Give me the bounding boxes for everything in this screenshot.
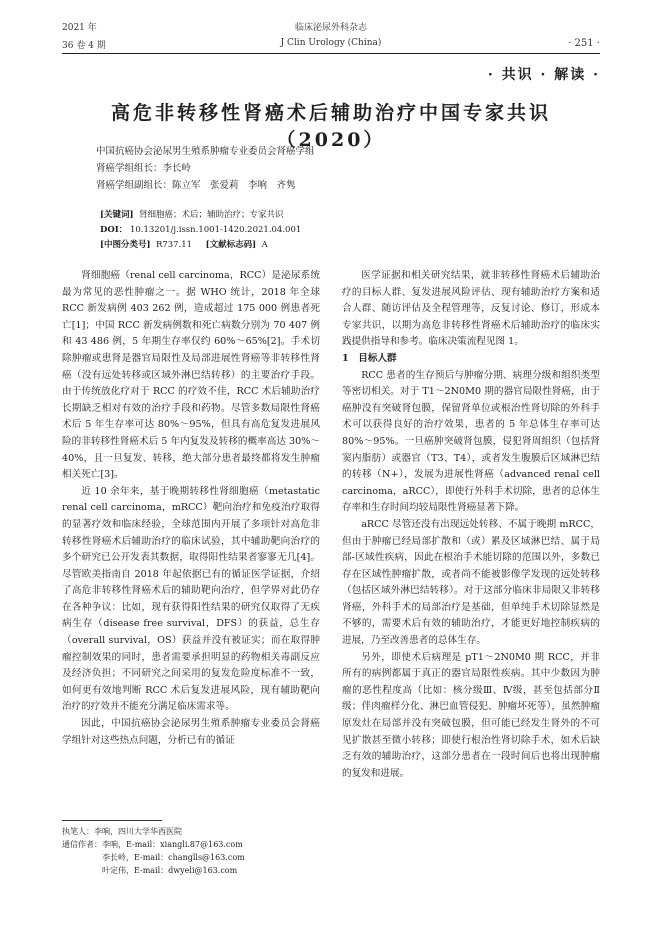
classification-line	[100, 238, 268, 252]
footnote-line: 执笔人：李响，四川大学华西医院	[62, 827, 182, 836]
section-tag: · 共识 · 解读 ·	[487, 67, 600, 83]
doi-label: DOI：	[100, 225, 128, 235]
doc-code-label: [文献标志码]	[205, 240, 257, 250]
footnote-line: 李长岭，E-mail：changlls@163.com	[62, 853, 245, 862]
footnote-rule	[62, 820, 162, 821]
header-year: 2021 年	[62, 23, 97, 33]
doi-value: 10.13201/j.issn.1001-1420.2021.04.001	[129, 225, 302, 235]
paragraph: RCC 患者的生存预后与肿瘤分期、病理分级和组织类型等密切相关。对于 T1～2N0M0 期的器官局限性肾癌，由于癌肿没有突破肾包膜，保留肾单位或根治性肾切除的外科手术可以获得良好的治疗效果，患者的 5 年总体生存率可达 80%～95%。一旦癌肿突破肾包膜，侵犯肾周组织（包括肾窦内脂肪）或器官（T3、T4），或者发生腹膜后区域淋巴结的转移（N+），发展为进展性肾癌（advanced renal cell carcinoma，aRCC），即使行外科手术切除，患者的总体生存率和生存时间均较局限性肾癌显著下降。	[342, 369, 600, 514]
page-title: 高危非转移性肾癌术后辅助治疗中国专家共识（2020）	[110, 102, 551, 151]
header-journal-cn: 临床泌尿外科杂志	[294, 23, 367, 33]
paragraph: 肾细胞癌（renal cell carcinoma，RCC）是泌尿系统最为常见的恶性肿瘤之一。据 WHO 统计，2018 年全球 RCC 新发病例 403 262 例，造成超过 175 000 例患者死亡[1]；中国 RCC 新发病例数和死亡病数分别为 70 407 例和 43 486 例，5 年期生存率仅约 60%～65%[2]。手术切除肿瘤或患肾是器官局限性及局部进展性肾癌等非转移性肾癌（没有远处转移或区域外淋巴结转移）的主要治疗手段。由于传统放化疗对于 RCC 的疗效不佳，RCC 术后辅助治疗长期缺乏相对有效的治疗手段和药物。尽管多数局限性肾癌术后 5 年生存率可达 80%～95%，但具有高危复发进展风险的非转移性肾癌术后 5 年内复发及转移的概率高达 30%～40%，且一旦复发、转移，绝大部分患者最终都将发生肿瘤相关死亡[3]。	[62, 270, 320, 481]
paragraph: 另外，即使术后病理是 pT1～2N0M0 期 RCC，并非所有的病例都属于真正的器官局限性疾病。其中少数因为肿瘤的恶性程度高（比如：核分级Ⅲ、Ⅳ级，甚至包括部分Ⅱ级；伴肉瘤样分化、淋巴血管侵犯、肿瘤坏死等），虽然肿瘤原发灶在局部并没有突破包膜，但可能已经发生肾外的不可见扩散甚至微小转移；即使行根治性肾切除手术，如术后缺乏有效的辅助治疗，这部分患者在一段时间后也将出现肿瘤的复发和进展。	[342, 651, 600, 779]
header-rule	[62, 53, 600, 54]
footnote-line: 叶定伟，E-mail：dwyeli@163.com	[62, 866, 238, 875]
paragraph: 近 10 余年来，基于晚期转移性肾细胞癌（metastatic renal cell carcinoma，mRCC）靶向治疗和免疫治疗取得的显著疗效和临床经验，全球范围内开展了多项针对高危非转移性肾癌术后辅助治疗的临床试验，其中辅助靶向治疗的多个研究已公开发表其数据，取得阳性结果者寥寥无几[4]。尽管欧美指南自 2018 年起依据已有的循证医学证据，介绍了高危非转移性肾癌术后的辅助靶向治疗，但学界对此仍存在各种争议：比如，现有获得阳性结果的研究仅取得了无疾病生存（disease free survival，DFS）的获益，总生存（overall survival，OS）获益并没有被证实；而在取得肿瘤控制效果的同时，患者需要承担明显的药物相关毒副反应及经济负担；不同研究之间采用的复发危险度标准不一致，如何更有效地判断 RCC 术后复发进展风险，现有辅助靶向治疗的疗效并不能充分满足临床需求等。	[62, 485, 320, 713]
left-column	[62, 268, 320, 749]
authors-vice: 肾癌学组副组长：陈立军 张爱莉 李响 齐隽	[96, 180, 296, 191]
footnotes	[62, 825, 245, 877]
paragraph: 因此，中国抗癌协会泌尿男生殖系肿瘤专业委员会肾癌学组针对这些热点问题，分析已有的循证	[62, 718, 320, 746]
header-journal-en: J Clin Urology (China)	[280, 38, 382, 48]
paragraph: aRCC 尽管还没有出现远处转移、不属于晚期 mRCC，但由于肿瘤已经局部扩散和（或）累及区域淋巴结、属于局部-区域性疾病，因此在根治手术能切除的范围以外，多数已存在区域性肿瘤扩散，或者尚不能被影像学发现的远处转移（包括区域外淋巴结转移）。对于这部分临床非局限又非转移肾癌，外科手术的局部治疗是基础，但单纯手术切除显然是不够的，需要术后有效的辅助治疗，才能更好地控制疾病的进展，乃至改善患者的总体生存。	[342, 518, 600, 647]
doi-line	[100, 223, 301, 237]
classification-label: [中图分类号]	[100, 240, 151, 250]
section-heading: 1 目标人群	[342, 352, 397, 364]
authors-org: 中国抗癌协会泌尿男生殖系肿瘤专业委员会肾癌学组	[96, 146, 315, 157]
doc-code-value: A	[261, 240, 268, 250]
keywords-line	[100, 208, 283, 222]
footnote-line: 通信作者：李响，E-mail：xiangli.87@163.com	[62, 840, 243, 849]
header-page-number: · 251 ·	[568, 38, 600, 49]
right-column	[342, 268, 600, 782]
keywords-label: [关键词]	[100, 210, 134, 220]
keywords-text: 肾细胞癌；术后；辅助治疗；专家共识	[138, 210, 284, 220]
paragraph: 医学证据和相关研究结果，就非转移性肾癌术后辅助治疗的目标人群、复发进展风险评估、现有辅助治疗方案和适合人群、随访评估及全程管理等，反复讨论、修订，形成本专家共识，以期为高危非转移性肾癌术后辅助治疗的临床实践提供指导和参考。临床决策流程见图 1。	[342, 270, 600, 348]
classification-value: R737.11	[155, 240, 193, 250]
header-volume: 36 卷 4 期	[62, 41, 106, 51]
authors-leader: 肾癌学组组长：李长岭	[96, 163, 192, 174]
